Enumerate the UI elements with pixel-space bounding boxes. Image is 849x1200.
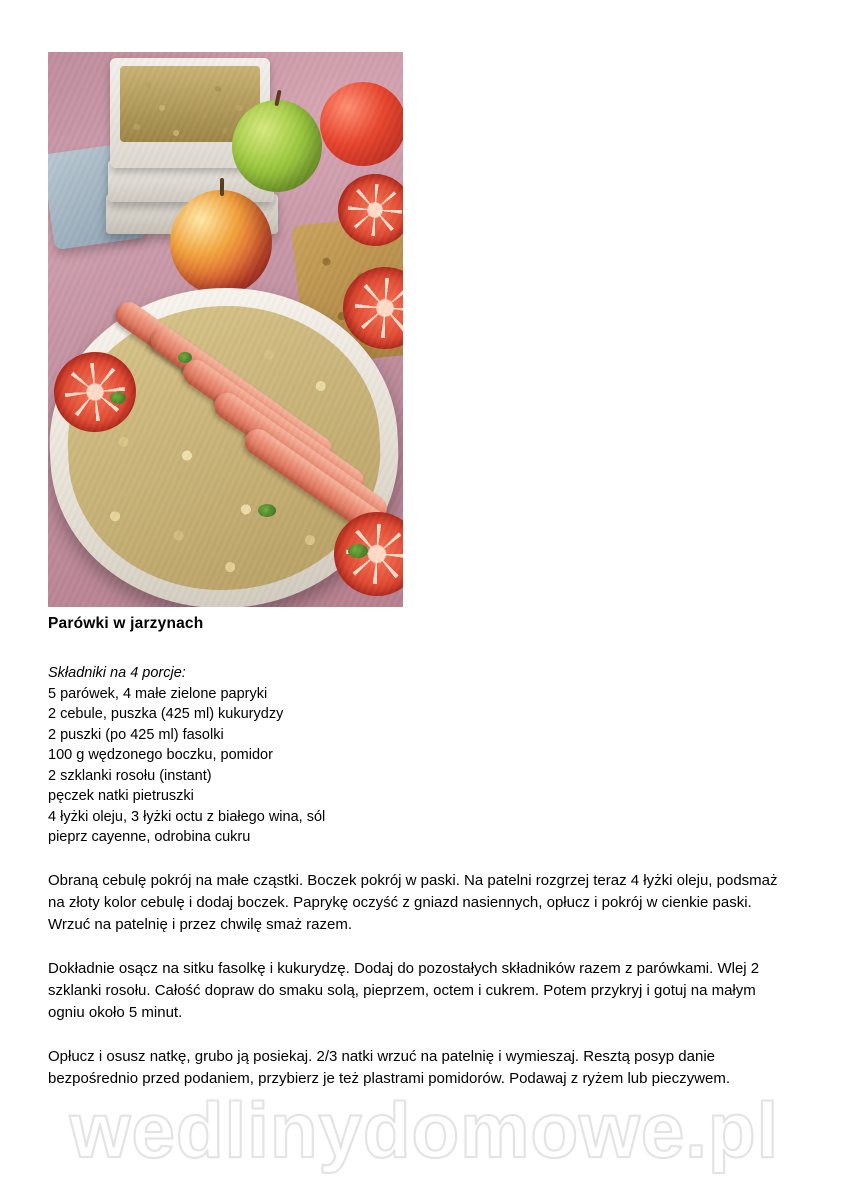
- recipe-content: [48, 52, 808, 1105]
- bread-slice: [291, 215, 403, 366]
- photo-background: [48, 52, 403, 607]
- tomato-half-4: [334, 512, 403, 596]
- white-box-base-lower: [106, 194, 278, 234]
- ingredient-line: pieprz cayenne, odrobina cukru: [48, 829, 251, 845]
- sausage-4: [209, 388, 392, 527]
- parsley-garnish: [348, 544, 368, 558]
- ingredient-line: pęczek natki pietruszki: [48, 788, 194, 804]
- parsley-garnish: [110, 392, 126, 404]
- ingredient-line: 2 szklanki rosołu (instant): [48, 767, 212, 784]
- sausage-5: [240, 424, 403, 554]
- sausage-3: [178, 355, 369, 500]
- lentils-grain: [120, 66, 260, 142]
- instruction-paragraph: Opłucz i osusz natkę, grubo ją posiekaj. 2/3 natki wrzuć na patelnię i wymieszaj. Resztą posyp danie bezpośrednio przed podaniem, przybierz je też plastrami pomidorów. Podawaj z ryżem lub pieczywem.: [48, 1047, 730, 1087]
- blue-container-icon: [48, 142, 146, 250]
- sausage-2: [146, 323, 337, 468]
- apple-stem: [220, 178, 224, 196]
- instruction-paragraph: Dokładnie osącz na sitku fasolkę i kukurydzę. Dodaj do pozostałych składników razem z parówkami. Wlej 2 szklanki rosołu. Całość dopraw do smaku solą, pieprzem, octem i cukrem. Potem przykryj i gotuj na małym ogniu około 5 minut.: [48, 959, 760, 1021]
- instruction-paragraph: Obraną cebulę pokrój na małe cząstki. Boczek pokrój w paski. Na patelni rozgrzej teraz 4 łyżki oleju, podsmaż na złoty kolor cebulę i dodaj boczek. Paprykę oczyść z gniazd nasiennych, opłucz i pokrój w cienkie paski. Wrzuć na patelnię i przez chwilę smaż razem.: [48, 871, 778, 933]
- white-box-base-upper: [108, 160, 274, 202]
- site-watermark: wedlinydomowe.pl: [69, 1086, 780, 1174]
- sausage-1: [111, 297, 290, 433]
- dish-photo: [48, 52, 403, 607]
- tomato-whole: [320, 82, 403, 166]
- ingredient-line: 5 parówek, 4 małe zielone papryki: [48, 685, 268, 702]
- ingredient-line: 2 puszki (po 425 ml) fasolki: [48, 726, 224, 743]
- tomato-half-2: [343, 267, 403, 349]
- tomato-half-1: [338, 174, 403, 246]
- ingredient-line: 4 łyżki oleju, 3 łyżki octu z białego wina, sól: [48, 808, 326, 825]
- ingredient-line: 100 g wędzonego boczku, pomidor: [48, 747, 273, 763]
- parsley-garnish: [178, 352, 192, 363]
- recipe-title: Parówki w jarzynach: [48, 615, 204, 632]
- serving-dish: [48, 279, 403, 607]
- vegetable-mixture: [61, 298, 387, 598]
- green-apple: [232, 100, 322, 192]
- tomato-half-3: [48, 345, 142, 438]
- lentils-box: [110, 58, 270, 168]
- ingredient-line: 2 cebule, puszka (425 ml) kukurydzy: [48, 706, 284, 722]
- apple-stem: [274, 90, 281, 106]
- red-apple: [170, 190, 272, 295]
- ingredients-heading: Składniki na 4 porcje:: [48, 665, 186, 681]
- parsley-garnish: [258, 504, 276, 517]
- ingredients-block: [48, 663, 808, 848]
